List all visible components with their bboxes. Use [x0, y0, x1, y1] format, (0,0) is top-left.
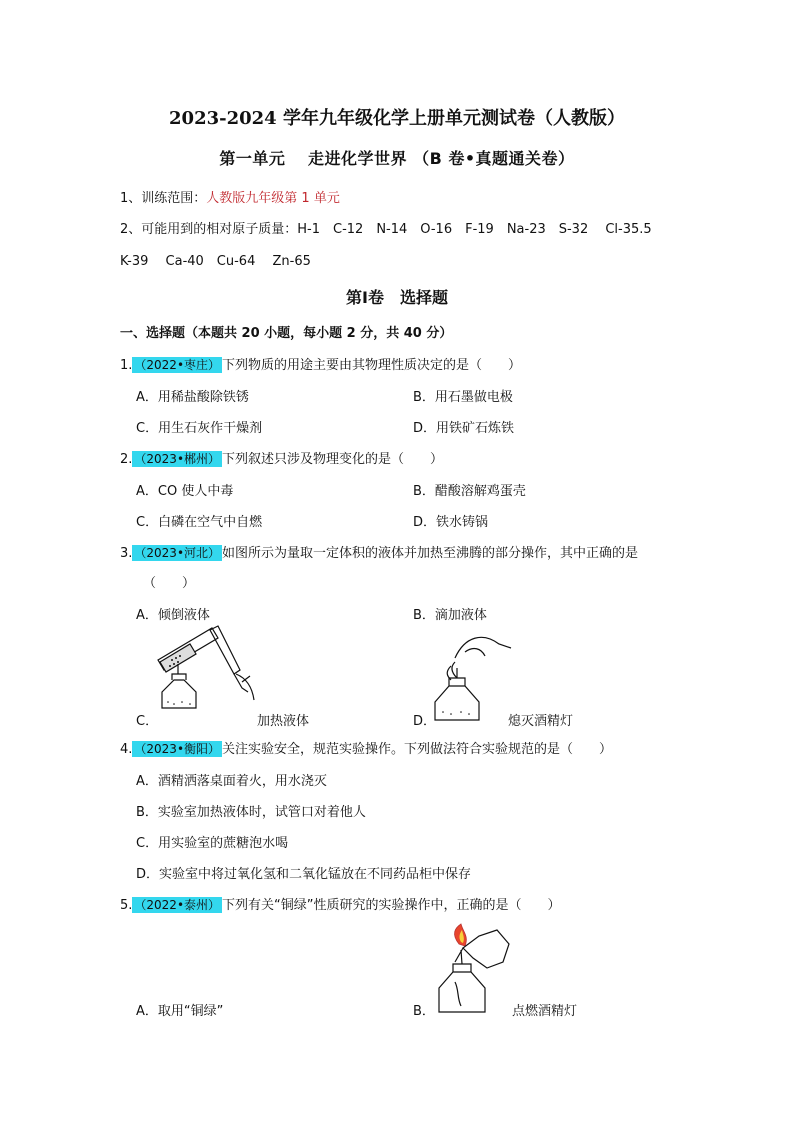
lighting-lamp-figure: [425, 922, 525, 1017]
q2-option-b: B．醋酸溶解鸡蛋壳: [413, 484, 526, 499]
source-tag: （2023•郴州）: [134, 452, 221, 466]
q3-option-d-caption: 熄灭酒精灯: [508, 714, 574, 729]
q5-option-a: A．取用“铜绿”: [136, 1004, 224, 1019]
q4-option-d: D．实验室中将过氧化氢和二氧化锰放在不同药品柜中保存: [136, 867, 472, 882]
question-number: 5.: [120, 898, 133, 913]
question-3-blank: （ ）: [143, 576, 196, 591]
question-stem: 下列物质的用途主要由其物理性质决定的是（ ）: [222, 358, 522, 373]
q3-option-d: D．: [413, 714, 437, 729]
q4-option-b: B．实验室加热液体时，试管口对着他人: [136, 805, 366, 820]
question-3: [120, 542, 638, 561]
source-tag: （2022•枣庄）: [134, 358, 221, 372]
q3-option-c-caption: 加热液体: [257, 714, 310, 729]
q1-option-a: A．用稀盐酸除铁锈: [136, 390, 249, 405]
q1-option-b: B．用石墨做电极: [413, 390, 513, 405]
question-number: 2.: [120, 452, 133, 467]
q3-option-b: B．滴加液体: [413, 608, 487, 623]
q3-option-a: A．倾倒液体: [136, 608, 210, 623]
exam-title: 2023-2024 学年九年级化学上册单元测试卷（人教版）: [169, 108, 625, 129]
q1-option-d: D．用铁矿石炼铁: [413, 421, 515, 436]
question-number: 1.: [120, 358, 133, 373]
question-stem: 关注实验安全，规范实验操作。下列做法符合实验规范的是（ ）: [222, 742, 613, 757]
q3-option-c: C．: [136, 714, 159, 729]
section-heading: 一、选择题（本题共 20 小题，每小题 2 分，共 40 分）: [120, 326, 453, 341]
q2-option-a: A．CO 使人中毒: [136, 484, 234, 499]
q2-option-d: D．铁水铸锅: [413, 515, 489, 530]
question-stem: 下列有关“铜绿”性质研究的实验操作中，正确的是（ ）: [222, 898, 561, 913]
q5-option-b: B．: [413, 1004, 435, 1019]
atomic-mass-line-2: K-39 Ca-40 Cu-64 Zn-65: [120, 254, 311, 269]
q4-option-a: A．酒精洒落桌面着火，用水浇灭: [136, 774, 327, 789]
source-tag: （2023•河北）: [134, 546, 221, 560]
q5-option-b-caption: 点燃酒精灯: [512, 1004, 578, 1019]
question-number: 3.: [120, 546, 133, 561]
q2-option-c: C．白磷在空气中自燃: [136, 515, 263, 530]
training-range: [120, 187, 340, 206]
question-5: [120, 894, 561, 913]
atomic-mass-line-1: 2、可能用到的相对原子质量：H-1 C-12 N-14 O-16 F-19 Na-23 S-32 Cl-35.5: [120, 222, 652, 237]
question-stem: 如图所示为量取一定体积的液体并加热至沸腾的部分操作，其中正确的是: [222, 546, 639, 561]
source-tag: （2022•泰州）: [134, 898, 221, 912]
range-value: 人教版九年级第 1 单元: [206, 191, 340, 206]
question-number: 4.: [120, 742, 133, 757]
extinguish-lamp-figure: [425, 628, 515, 723]
heating-liquid-figure: [150, 620, 260, 720]
question-stem: 下列叙述只涉及物理变化的是（ ）: [222, 452, 444, 467]
question-2: [120, 448, 443, 467]
question-4: [120, 738, 612, 757]
question-1: [120, 354, 521, 373]
range-label: 1、训练范围：: [120, 191, 207, 206]
source-tag: （2023•衡阳）: [134, 742, 221, 756]
unit-subtitle: 第一单元 走进化学世界 （B 卷•真题通关卷）: [219, 149, 575, 168]
q1-option-c: C．用生石灰作干燥剂: [136, 421, 263, 436]
section-title: 第Ⅰ卷 选择题: [346, 288, 448, 307]
q4-option-c: C．用实验室的蔗糖泡水喝: [136, 836, 289, 851]
